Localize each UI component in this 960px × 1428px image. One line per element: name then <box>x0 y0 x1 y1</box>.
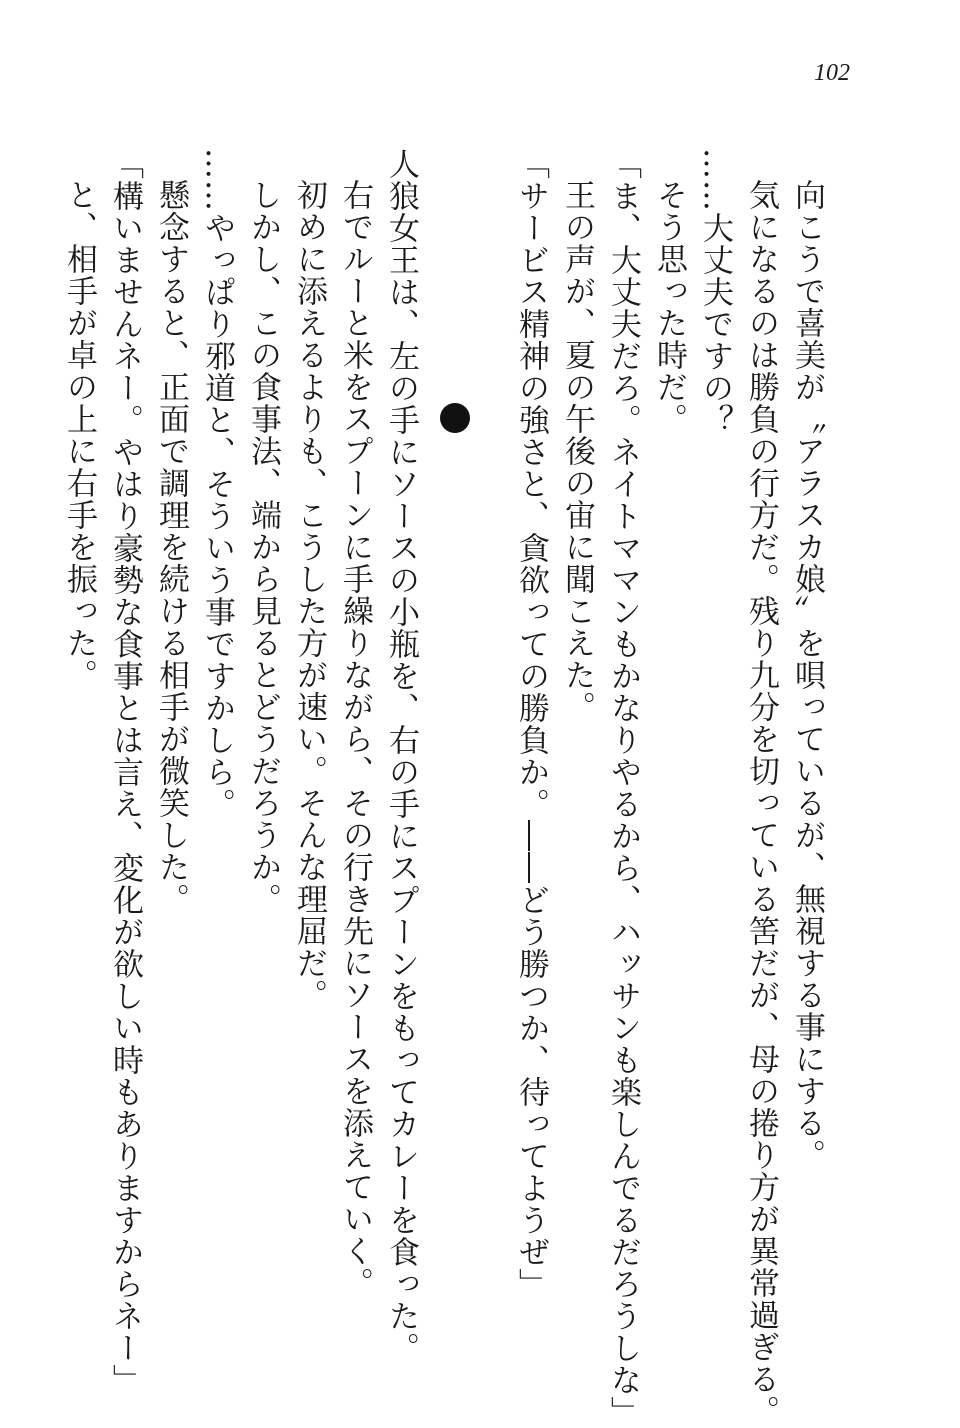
text-line: 向こうで喜美が〝アラスカ娘〟を唄っているが、無視する事にする。 <box>789 179 825 1171</box>
dialogue-line: 「サービス精神の強さと、貪欲っての勝負か。――どう勝つか、待ってようぜ」 <box>513 148 549 1300</box>
text-line: 右でルーと米をスプーンに手繰りながら、その行き先にソースを添えていく。 <box>337 179 373 1299</box>
text-line: 懸念すると、正面で調理を続ける相手が微笑した。 <box>153 179 189 915</box>
text-line: ……やっぱり邪道と、そういう事ですかしら。 <box>199 148 235 820</box>
dialogue-line: 「ま、大丈夫だろ。ネイトママンもかなりやるから、ハッサンも楽しんでるだろうしな」 <box>605 148 641 1428</box>
text-line: ……大丈夫ですの？ <box>697 148 733 436</box>
dialogue-line: 「構いませんネー。やはり豪勢な食事とは言え、変化が欲しい時もありますからネー」 <box>107 148 143 1396</box>
text-line: そう思った時だ。 <box>651 179 687 435</box>
text-line: 人狼女王は、左の手にソースの小瓶を、右の手にスプーンをもってカレーを食った。 <box>383 148 419 1364</box>
vertical-text-body <box>56 148 830 1428</box>
text-line: 初めに添えるよりも、こうした方が速い。そんな理屈だ。 <box>291 179 327 1011</box>
paragraph-block-before-break <box>508 148 830 1428</box>
page-number: 102 <box>814 60 850 86</box>
text-line: 気になるのは勝負の行方だ。残り九分を切っている筈だが、母の捲り方が異常過ぎる。 <box>743 179 779 1427</box>
paragraph-block-after-break <box>56 148 424 1396</box>
section-break <box>428 148 508 1258</box>
text-line: 王の声が、夏の午後の宙に聞こえた。 <box>559 179 595 723</box>
text-line: と、相手が卓の上に右手を振った。 <box>61 179 97 691</box>
text-line: しかし、この食事法、端から見るとどうだろうか。 <box>245 179 281 915</box>
section-break-dot-icon <box>440 403 470 433</box>
